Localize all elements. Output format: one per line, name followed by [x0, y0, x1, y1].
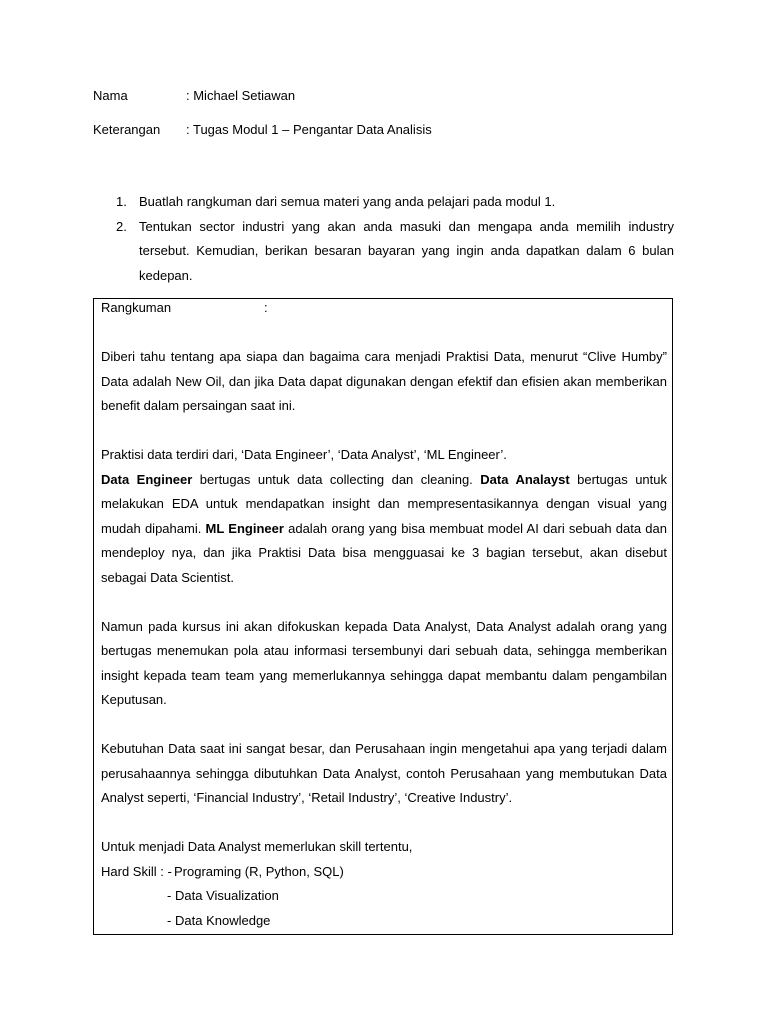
summary-heading-row	[101, 299, 667, 316]
task-text: Tentukan sector industri yang akan anda masuki dan mengapa anda memilih industry tersebut. Kemudian, berikan besaran bayaran yang ingin anda dapatkan dalam 6 bulan kedepan.	[139, 218, 674, 283]
summary-paragraph-6: Untuk menjadi Data Analyst memerlukan skill tertentu,	[101, 839, 413, 854]
task-item	[116, 215, 674, 289]
data-analyst-term: Data Analayst	[480, 471, 570, 487]
list-item	[101, 909, 667, 934]
data-analyst-desc: bertugas untuk melakukan EDA untuk mendapatkan insight dan mempresentasikannya dengan visual yang mudah dipahami.	[101, 471, 668, 536]
task-text: Buatlah rangkuman dari semua materi yang anda pelajari pada modul 1.	[139, 194, 556, 209]
skill-value: Data Knowledge	[175, 912, 271, 928]
data-engineer-term: Data Engineer	[101, 471, 193, 487]
list-item	[101, 884, 667, 909]
skill-value: Data Visualization	[175, 888, 279, 903]
skill-dash: -	[167, 888, 172, 903]
summary-paragraph-2: Praktisi data terdiri dari, ‘Data Engineer’, ‘Data Analyst’, ‘ML Engineer’.	[101, 447, 507, 462]
summary-paragraph-5: Kebutuhan Data saat ini sangat besar, dan Perusahaan ingin mengetahui apa yang terjadi dalam perusahaannya sehingga dibutuhkan Data Analyst, contoh Perusahaan yang membutukan Data Analyst seperti, ‘Financial Industry’, ‘Retail Industry’, ‘Creative Industry’.	[101, 741, 667, 805]
skill-dash: -	[167, 912, 172, 928]
list-item	[101, 860, 667, 885]
task-number: 1.	[116, 194, 127, 209]
hard-skill-list	[101, 860, 667, 934]
data-engineer-desc: bertugas untuk data collecting dan cleaning.	[192, 471, 481, 487]
summary-paragraph-4: Namun pada kursus ini akan difokuskan kepada Data Analyst, Data Analyst adalah orang yang bertugas menemukan pola atau informasi tersembunyi dari sebuah data, sehingga memberikan insight kepada team team yang memerlukannya sehingga dapat membantu dalam pengambilan Keputusan.	[101, 618, 667, 707]
nama-value: : Michael Setiawan	[186, 88, 296, 103]
summary-heading-colon: :	[264, 300, 268, 315]
summary-box	[93, 298, 673, 935]
keterangan-label: Keterangan	[93, 122, 161, 137]
summary-heading: Rangkuman	[101, 300, 172, 315]
task-list	[116, 190, 674, 288]
task-item	[116, 190, 674, 215]
summary-paragraph-1: Diberi tahu tentang apa siapa dan bagaima cara menjadi Praktisi Data, menurut “Clive Humby” Data adalah New Oil, dan jika Data dapat digunakan dengan efektif dan efisien akan memberikan benefit dalam persaingan saat ini.	[101, 349, 667, 413]
task-number: 2.	[116, 218, 127, 234]
ml-engineer-term: ML Engineer	[205, 520, 284, 536]
ml-engineer-desc: adalah orang yang bisa membuat model AI dari sebuah data dan mendeploy nya, dan jika Praktisi Data bisa mengguasai ke 3 bagian tersebut, akan disebut sebagai Data Scientist.	[101, 520, 667, 585]
nama-label: Nama	[93, 88, 128, 103]
keterangan-value: : Tugas Modul 1 – Pengantar Data Analisis	[186, 122, 432, 137]
summary-paragraph-3	[101, 468, 667, 591]
hard-skill-label: Hard Skill : -	[101, 863, 172, 879]
skill-value: Programing (R, Python, SQL)	[174, 863, 344, 879]
